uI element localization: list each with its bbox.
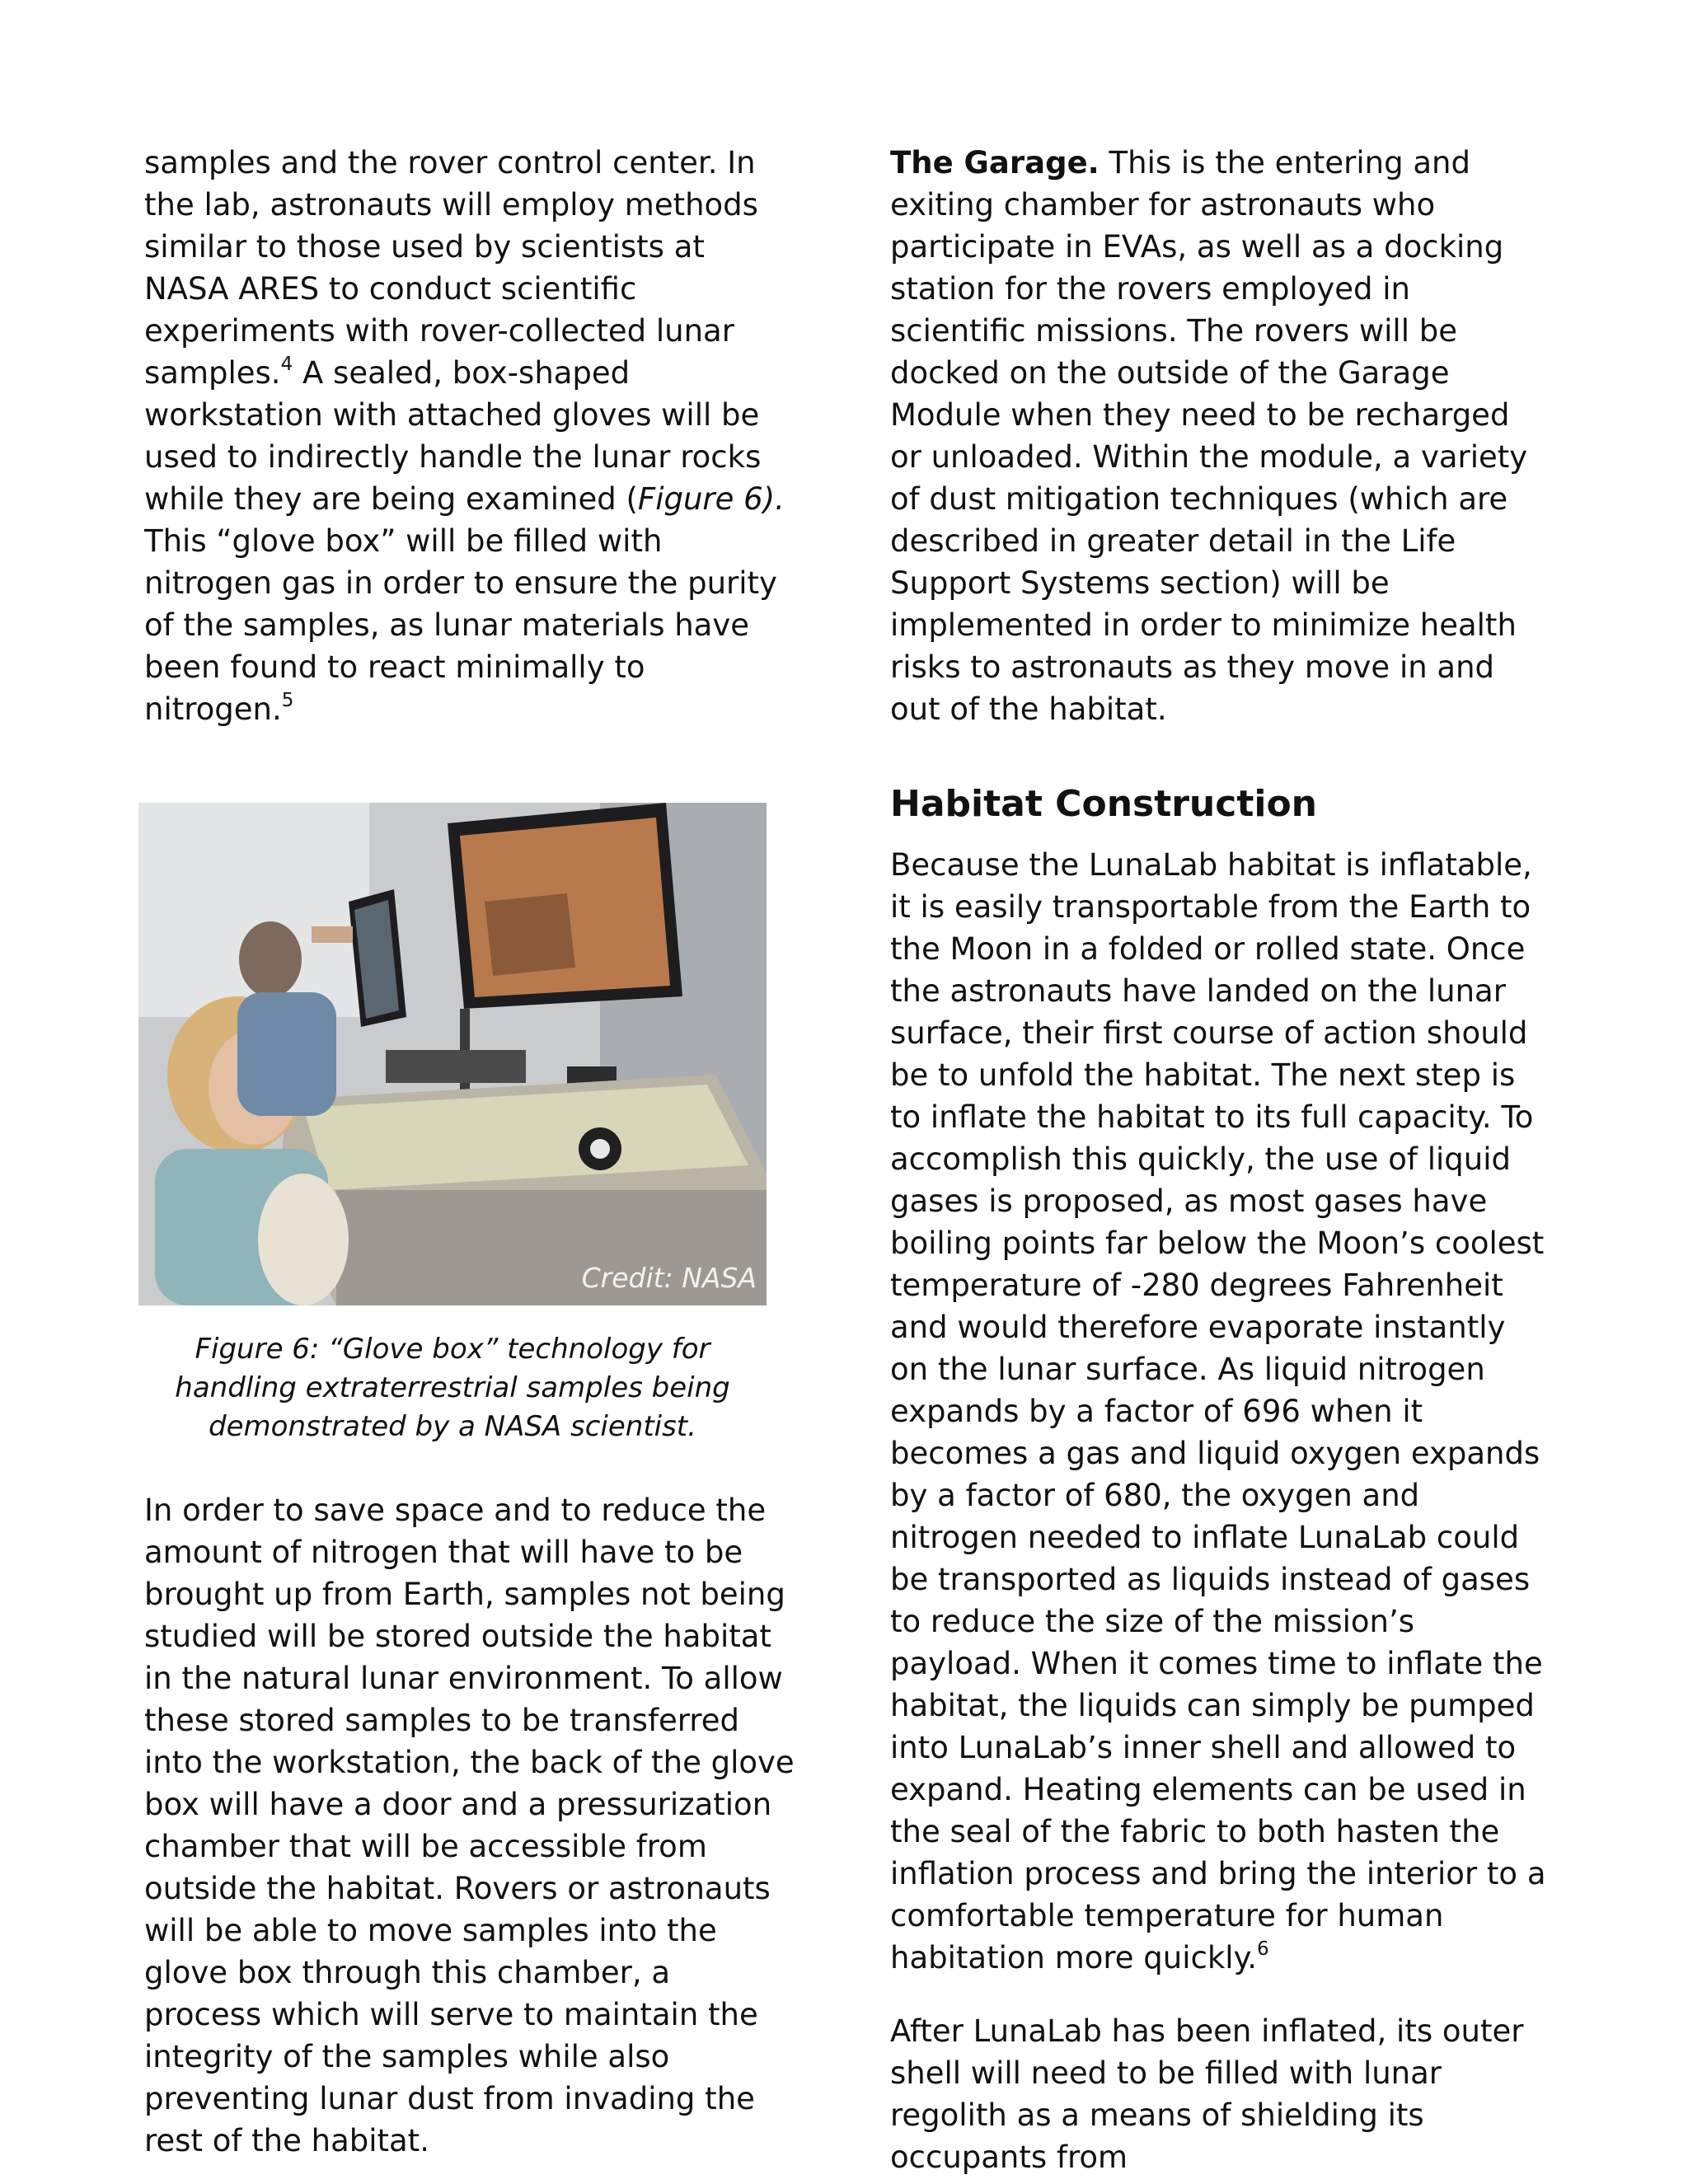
footnote-ref-4: 4 — [280, 353, 293, 375]
glove-box-photo — [138, 803, 767, 1305]
construction-text: Because the LunaLab habitat is inflatable, it is easily transportable from the Earth to the Moon in a folded or rolled state. Once the astronauts have landed on the lunar surface, their first course of action should be to unfold the habitat. The next step is to inflate the habitat to its full capacity. To accomplish this quickly, the use of liquid gases is proposed, as most gases have boiling points far below the Moon’s coolest temperature of -280 degrees Fahrenheit and would therefore evaporate instantly on the lunar surface. As liquid nitrogen expands by a factor of 696 when it becomes a gas and liquid oxygen expands by a factor of 680, the oxygen and nitrogen needed to inflate LunaLab could be transported as liquids instead of gases to reduce the size of the mission’s payload. When it comes time to inflate the habitat, the liquids can simply be pumped into LunaLab’s inner shell and allowed to expand. Heating elements can be used in the seal of the fabric to both hasten the inflation process and bring the interior to a comfortable temperature for human habitation more quickly. — [890, 847, 1546, 1975]
storage-paragraph: In order to save space and to reduce the amount of nitrogen that will have to be brought up from Earth, samples not being studied will be stored outside the habitat in the natural lunar environment. To allow these stored samples to be transferred into the workstation, the back of the glove box will have a door and a pressurization chamber that will be accessible from outside the habitat. Rovers or astronauts will be able to move samples into the glove box through this chamber, a process which will serve to maintain the integrity of the samples while also preventing lunar dust from invading the rest of the habitat. — [144, 1493, 795, 2158]
glove-box-photo-illustration — [138, 803, 767, 1305]
photo-credit: Credit: NASA — [581, 1262, 757, 1294]
lab-paragraph — [144, 142, 795, 730]
section-heading: Habitat Construction — [890, 783, 1318, 825]
right-column — [890, 142, 1550, 2178]
garage-paragraph — [890, 142, 1550, 730]
garage-lead: The Garage. — [890, 145, 1100, 180]
lab-paragraph-part-a: samples and the rover control center. In the lab, astronauts will employ methods similar to those used by scientists at NASA ARES to conduct scientific experiments with rover-collected lunar samples. — [144, 145, 758, 391]
footnote-ref-6: 6 — [1256, 1938, 1269, 1960]
left-column — [144, 142, 795, 2162]
construction-paragraph — [890, 844, 1550, 1979]
regolith-paragraph: After LunaLab has been inflated, its outer shell will need to be filled with lunar regolith as a means of shielding its occupants from — [890, 2013, 1524, 2175]
figure-reference: Figure 6). — [637, 481, 785, 517]
lab-paragraph-part-c: This “glove box” will be filled with nitrogen gas in order to ensure the purity of the samples, as lunar materials have been found to react minimally to nitrogen. — [144, 523, 777, 727]
footnote-ref-5: 5 — [281, 689, 294, 711]
figure-caption: Figure 6: “Glove box” technology for handling extraterrestrial samples being demonstrated by a NASA scientist. — [175, 1333, 730, 1443]
lab-paragraph-part-b: A sealed, box-shaped workstation with attached gloves will be used to indirectly handle the lunar rocks while they are being examined ( — [144, 355, 762, 517]
garage-text: This is the entering and exiting chamber for astronauts who participate in EVAs, as well as a docking station for the rovers employed in scientific missions. The rovers will be docked on the outside of the Garage Module when they need to be recharged or unloaded. Within the module, a variety of dust mitigation techniques (which are described in greater detail in the Life Support Systems section) will be implemented in order to minimize health risks to astronauts as they move in and out of the habitat. — [890, 145, 1528, 727]
